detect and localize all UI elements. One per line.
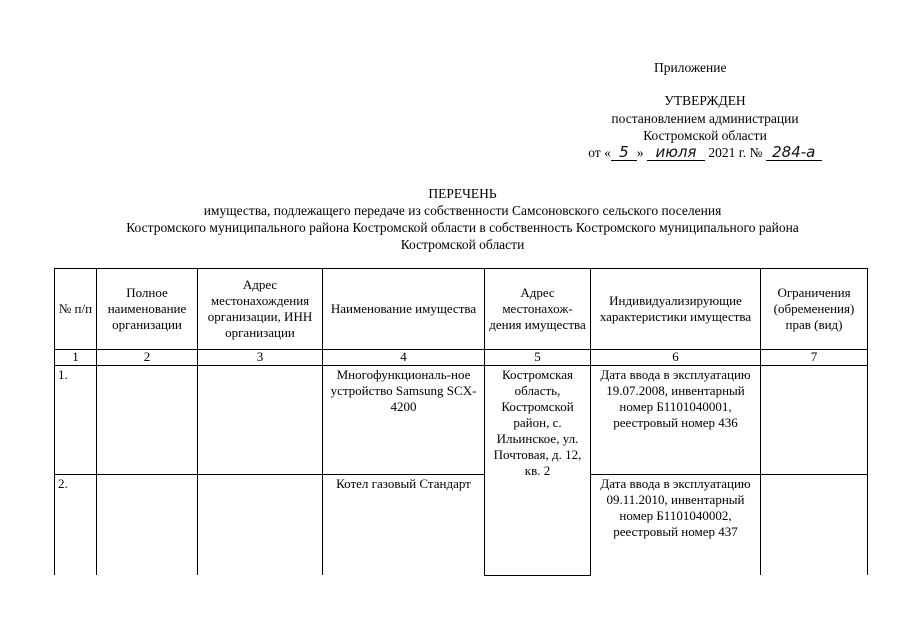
- row-property-name: Многофункциональ-ное устройство Samsung SCX-4200: [323, 366, 485, 475]
- table-row: [55, 475, 868, 576]
- col-number: 1: [55, 350, 97, 366]
- col-header-org-address: Адрес местонахождения организации, ИНН организации: [198, 269, 323, 350]
- col-number: 7: [761, 350, 868, 366]
- row-org-name: [97, 366, 198, 475]
- title-heading: ПЕРЕЧЕНЬ: [428, 186, 497, 201]
- approval-block: [560, 92, 850, 161]
- row-org-address: [198, 475, 323, 576]
- date-prefix: от «: [588, 145, 611, 160]
- row-characteristics: Дата ввода в эксплуатацию 09.11.2010, инвентарный номер Б1101040002, реестровый номер 437: [591, 475, 761, 576]
- table-number-row: [55, 350, 868, 366]
- approval-line-1: постановлением администрации: [611, 111, 799, 126]
- date-year: 2021 г. №: [708, 145, 763, 160]
- col-header-org-name: Полное наименование организации: [97, 269, 198, 350]
- approved-label: УТВЕРЖДЕН: [664, 93, 746, 108]
- row-property-address: Костромская область, Костромской район, с. Ильинское, ул. Почтовая, д. 12, кв. 2: [485, 366, 591, 576]
- row-limits: [761, 475, 868, 576]
- row-number: 2.: [55, 475, 97, 576]
- col-number: 3: [198, 350, 323, 366]
- handwritten-month: июля: [647, 145, 705, 161]
- col-number: 5: [485, 350, 591, 366]
- row-org-address: [198, 366, 323, 475]
- table-row: [55, 366, 868, 475]
- col-number: 6: [591, 350, 761, 366]
- approval-line-2: Костромской области: [643, 128, 767, 143]
- row-org-name: [97, 475, 198, 576]
- col-header-number: № п/п: [55, 269, 97, 350]
- col-number: 2: [97, 350, 198, 366]
- title-line-1: имущества, подлежащего передаче из собственности Самсоновского сельского поселения: [203, 203, 722, 218]
- col-header-limits: Ограничения (обременения) прав (вид): [761, 269, 868, 350]
- handwritten-day: 5: [611, 145, 637, 161]
- row-characteristics: Дата ввода в эксплуатацию 19.07.2008, инвентарный номер Б1101040001, реестровый номер 436: [591, 366, 761, 475]
- col-header-characteristics: Индивидуализирующие характеристики имущества: [591, 269, 761, 350]
- date-mid: »: [636, 145, 644, 160]
- col-header-property-address: Адрес местонахож-дения имущества: [485, 269, 591, 350]
- appendix-label: Приложение: [654, 60, 727, 75]
- document-title: [40, 185, 885, 253]
- row-limits: [761, 366, 868, 475]
- property-table: [54, 268, 868, 576]
- approval-date-line: [560, 144, 850, 161]
- col-header-property-name: Наименование имущества: [323, 269, 485, 350]
- handwritten-number: 284-а: [766, 145, 822, 161]
- row-property-name: Котел газовый Стандарт: [323, 475, 485, 576]
- row-number: 1.: [55, 366, 97, 475]
- title-line-2: Костромского муниципального района Костромской области в собственность Костромского муниципального района: [126, 220, 799, 235]
- table-header-row: [55, 269, 868, 350]
- title-line-3: Костромской области: [400, 237, 525, 252]
- col-number: 4: [323, 350, 485, 366]
